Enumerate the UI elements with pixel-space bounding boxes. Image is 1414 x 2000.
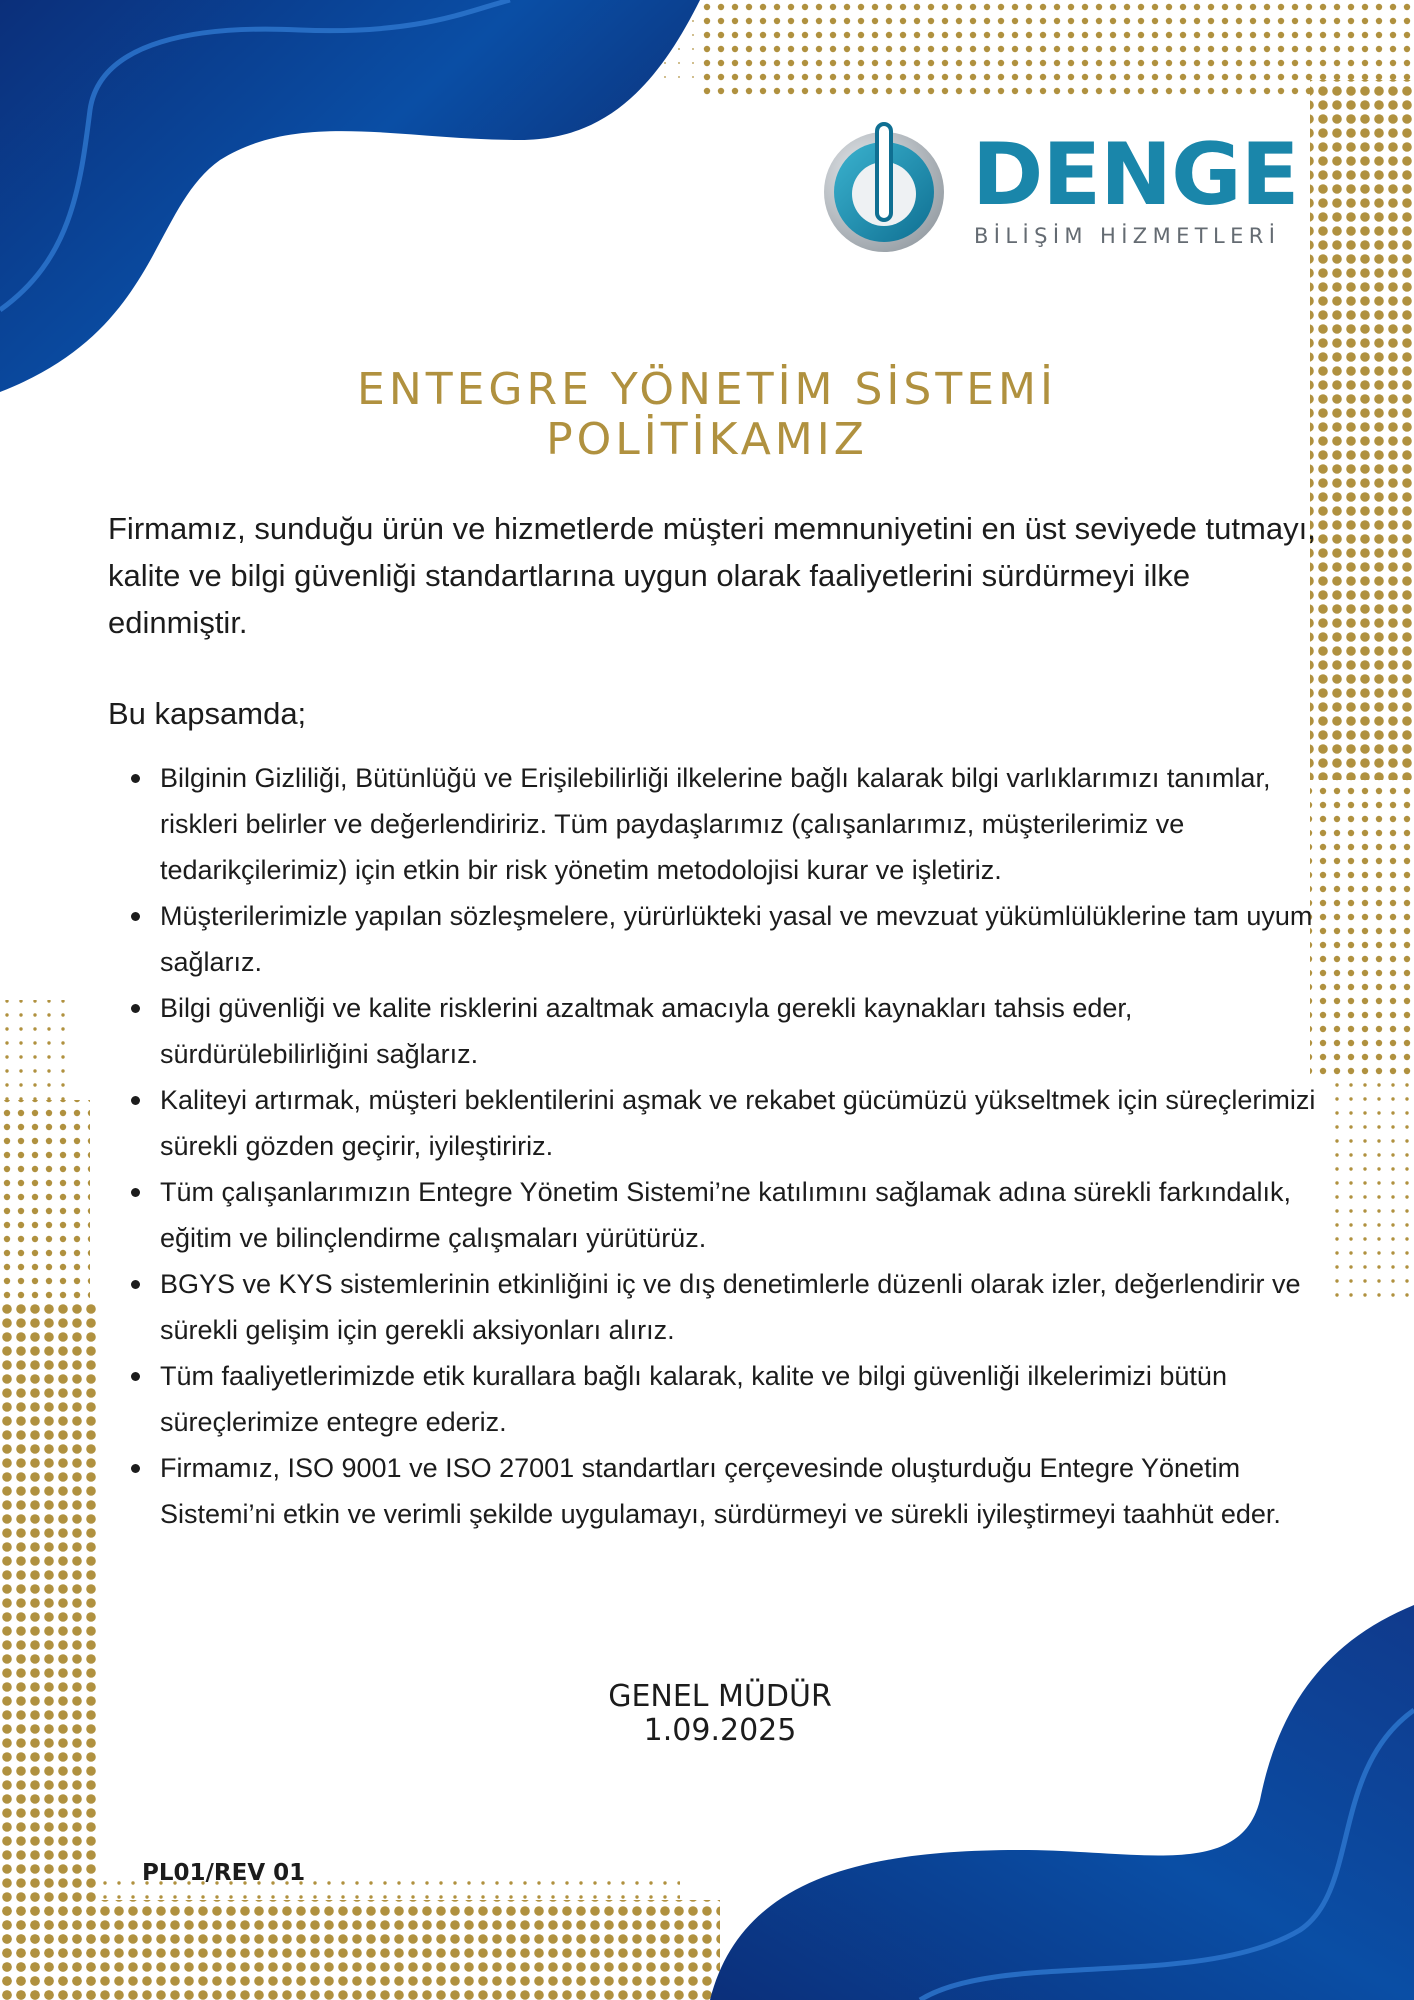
title-line-1: ENTEGRE YÖNETİM SİSTEMİ	[357, 364, 1057, 415]
signature-block	[520, 1680, 920, 1748]
policy-item: Tüm çalışanlarımızın Entegre Yönetim Sistemi’ne katılımını sağlamak adına sürekli farkındalık, eğitim ve bilinçlendirme çalışmaları yürütürüz.	[108, 1169, 1318, 1261]
gold-dots-left-light	[0, 1000, 70, 1100]
policy-item: Kaliteyi artırmak, müşteri beklentilerini aşmak ve rekabet gücümüzü yükseltmek için süreçlerimizi sürekli gözden geçirir, iyileştiririz.	[108, 1077, 1318, 1169]
signature-role: GENEL MÜDÜR	[608, 1679, 832, 1714]
signature-date: 1.09.2025	[643, 1713, 797, 1748]
company-logo	[822, 112, 1299, 262]
power-symbol-icon	[822, 118, 950, 254]
gold-dots-left-fade	[0, 1100, 90, 1300]
policy-item: Tüm faaliyetlerimizde etik kurallara bağlı kalarak, kalite ve bilgi güvenliği ilkelerimizi bütün süreçlerimize entegre ederiz.	[108, 1353, 1318, 1445]
policy-item: BGYS ve KYS sistemlerinin etkinliğini iç ve dış denetimlerle düzenli olarak izler, değerlendirir ve sürekli gelişim için gerekli aksiyonları alırız.	[108, 1261, 1318, 1353]
gold-dots-bottom	[0, 1900, 720, 2000]
title-line-2: POLİTİKAMIZ	[546, 414, 868, 465]
policy-item: Bilginin Gizliliği, Bütünlüğü ve Erişilebilirliği ilkelerine bağlı kalarak bilgi varlıklarımızı tanımlar, riskleri belirler ve değerlendiririz. Tüm paydaşlarımız (çalışanlarımız, müşterilerimiz ve tedarikçilerimiz) için etkin bir risk yönetim metodolojisi kurar ve işletiriz.	[108, 755, 1318, 893]
policy-item: Firmamız, ISO 9001 ve ISO 27001 standartları çerçevesinde oluşturduğu Entegre Yönetim Sistemi’ni etkin ve verimli şekilde uygulamayı, sürdürmeyi ve sürekli iyileştirmeyi taahhüt eder.	[108, 1445, 1318, 1537]
page-title	[200, 365, 1214, 465]
policy-list	[108, 755, 1318, 1537]
brand-subtitle: BİLİŞİM HİZMETLERİ	[974, 224, 1281, 248]
document-code: PL01/REV 01	[142, 1860, 306, 1886]
scope-heading: Bu kapsamda;	[108, 696, 307, 731]
brand-name: DENGE	[972, 125, 1299, 225]
policy-item: Müşterilerimizle yapılan sözleşmelere, yürürlükteki yasal ve mevzuat yükümlülüklerine tam uyum sağlarız.	[108, 893, 1318, 985]
policy-item: Bilgi güvenliği ve kalite risklerini azaltmak amacıyla gerekli kaynakları tahsis eder, sürdürülebilirliğini sağlarız.	[108, 985, 1318, 1077]
gold-dots-right-light	[1330, 1080, 1414, 1300]
intro-paragraph: Firmamız, sunduğu ürün ve hizmetlerde müşteri memnuniyetini en üst seviyede tutmayı, kalite ve bilgi güvenliği standartlarına uygun olarak faaliyetlerini sürdürmeyi ilke edinmiştir.	[108, 511, 1316, 640]
gold-dots-right	[1310, 80, 1414, 780]
gold-dots-left	[0, 1300, 100, 2000]
gold-dots-top	[700, 0, 1414, 95]
